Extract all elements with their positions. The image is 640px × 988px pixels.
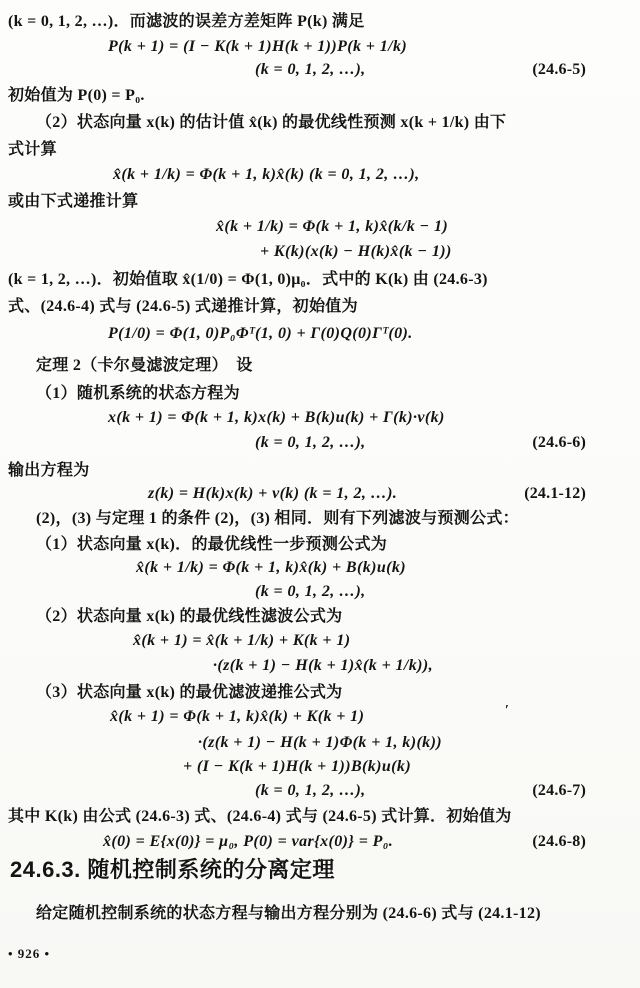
text-line: （1）状态向量 x(k)．的最优线性一步预测公式为 <box>36 536 388 553</box>
equation-text: (k = 0, 1, 2, …), <box>255 782 366 799</box>
equation-line <box>8 433 634 453</box>
theorem-heading: 定理 2（卡尔曼滤波定理） 设 <box>36 357 253 374</box>
text-line: 或由下式递推计算 <box>8 193 139 210</box>
equation-line <box>8 484 634 504</box>
equation-line: P(k + 1) = (I − K(k + 1)H(k + 1))P(k + 1/k) <box>108 38 408 55</box>
equation-line <box>8 60 634 80</box>
equation-text: z(k) = H(k)x(k) + v(k) (k = 1, 2, …). <box>148 485 398 502</box>
section-heading: 24.6.3. 随机控制系统的分离定理 <box>10 857 335 882</box>
equation-number: (24.6-6) <box>532 434 586 451</box>
equation-line: x̂(k + 1) = Φ(k + 1, k)x̂(k) + K(k + 1) <box>110 708 365 725</box>
text-line: （1）随机系统的状态方程为 <box>36 385 240 402</box>
equation-line <box>8 781 634 801</box>
text-line: （2）状态向量 x(k) 的估计值 x̂(k) 的最优线性预测 x(k + 1/k) 由下 <box>36 114 507 131</box>
equation-number: (24.6-7) <box>532 782 586 799</box>
text-line: 给定随机控制系统的状态方程与输出方程分别为 (24.6-6) 式与 (24.1-12) <box>36 905 541 922</box>
equation-line: x̂(k + 1) = x̂(k + 1/k) + K(k + 1) <box>133 632 351 649</box>
page-number: • 926 • <box>8 946 51 961</box>
text-line: 式、(24.6-4) 式与 (24.6-5) 式递推计算，初始值为 <box>8 298 358 315</box>
text-line: 输出方程为 <box>8 462 90 479</box>
equation-line: + (I − K(k + 1)H(k + 1))B(k)u(k) <box>183 758 412 775</box>
equation-number: (24.6-8) <box>532 833 586 850</box>
equation-line: x(k + 1) = Φ(k + 1, k)x(k) + B(k)u(k) + Γ(k)·v(k) <box>108 409 445 426</box>
equation-number: (24.6-5) <box>532 61 586 78</box>
text-line: 式计算 <box>8 141 57 158</box>
equation-line: x̂(k + 1/k) = Φ(k + 1, k)x̂(k) (k = 0, 1, 2, …), <box>113 166 420 183</box>
text-line: (2)，(3) 与定理 1 的条件 (2)，(3) 相同．则有下列滤波与预测公式： <box>36 510 519 527</box>
text-line: 初始值为 P(0) = P₀. <box>8 87 145 104</box>
text-line: (k = 1, 2, …)．初始值取 x̂(1/0) = Φ(1, 0)μ₀．式中的 K(k) 由 (24.6-3) <box>8 271 488 288</box>
scan-artifact: ′ <box>505 703 509 718</box>
text-line: 其中 K(k) 由公式 (24.6-3) 式、(24.6-4) 式与 (24.6-5) 式计算．初始值为 <box>8 808 512 825</box>
equation-line: ·(z(k + 1) − H(k + 1)x̂(k + 1/k)), <box>213 657 433 674</box>
equation-line: P(1/0) = Φ(1, 0)P₀Φᵀ(1, 0) + Γ(0)Q(0)Γᵀ(0). <box>108 325 413 342</box>
equation-text: (k = 0, 1, 2, …), <box>255 434 366 451</box>
equation-text: (k = 0, 1, 2, …), <box>255 61 366 78</box>
equation-number: (24.1-12) <box>524 485 586 502</box>
equation-line: (k = 0, 1, 2, …), <box>255 583 366 600</box>
equation-line: x̂(k + 1/k) = Φ(k + 1, k)x̂(k/k − 1) <box>216 218 449 235</box>
text-line: (k = 0, 1, 2, …)．而滤波的误差方差矩阵 P(k) 满足 <box>8 13 365 30</box>
equation-line: x̂(k + 1/k) = Φ(k + 1, k)x̂(k) + B(k)u(k) <box>136 559 406 576</box>
text-line: （3）状态向量 x(k) 的最优滤波递推公式为 <box>36 684 343 701</box>
equation-line: ·(z(k + 1) − H(k + 1)Φ(k + 1, k)(k)) <box>198 734 443 751</box>
equation-text: x̂(0) = E{x(0)} = μ₀, P(0) = var{x(0)} = P₀. <box>103 833 394 850</box>
text-line: （2）状态向量 x(k) 的最优线性滤波公式为 <box>36 608 343 625</box>
equation-line <box>8 832 634 852</box>
equation-line: + K(k)(x(k) − H(k)x̂(k − 1)) <box>260 243 452 260</box>
